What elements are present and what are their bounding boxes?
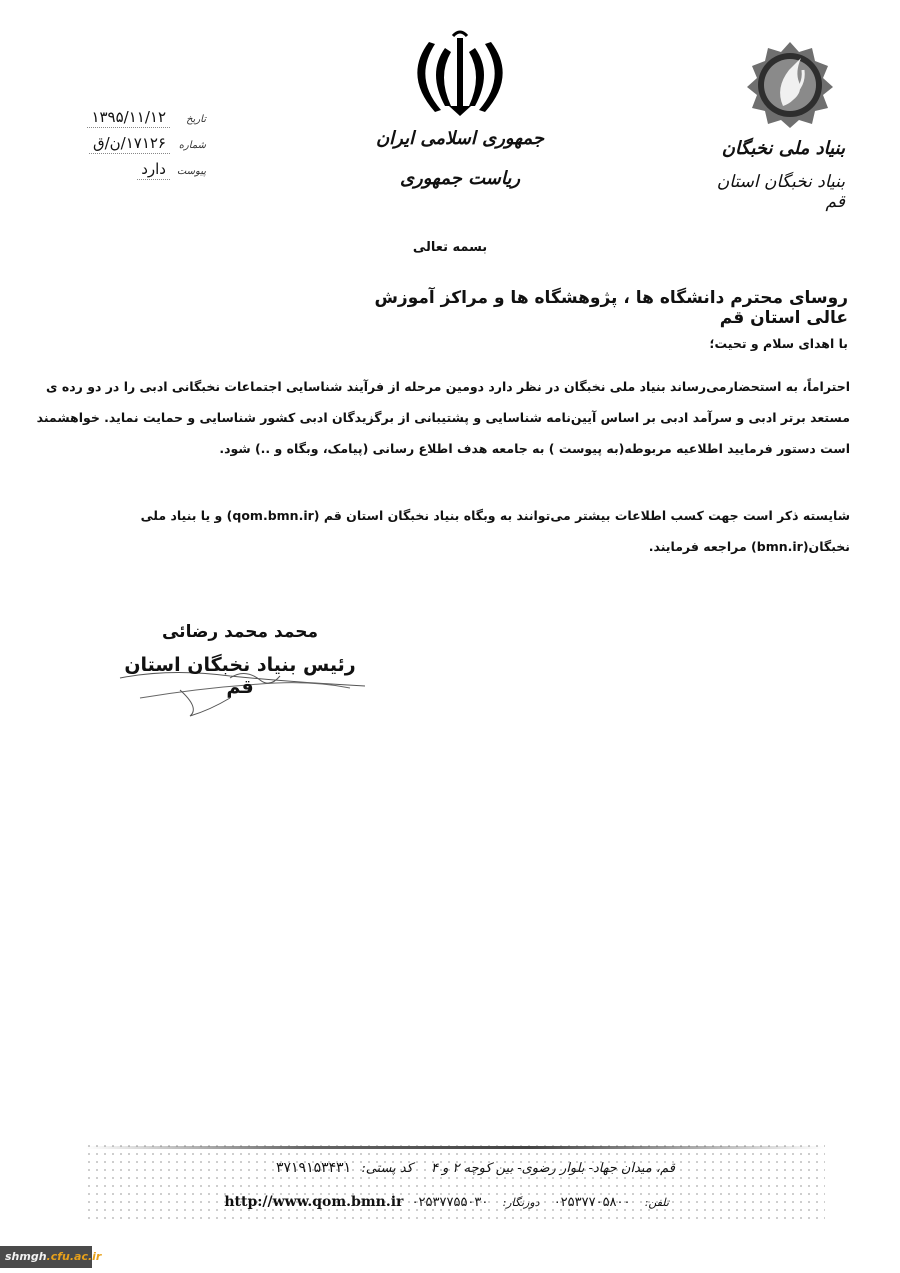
paragraph-line: احتراماً، به استحضارمی‌رساند بنیاد ملی نخبگان در نظر دارد دومین مرحله از فرآیند شناسایی اجتماعات نخبگانی ادبی را در دو رده ی — [46, 379, 850, 394]
number-value: ۱۷۱۲۶/ن/ق — [89, 134, 170, 154]
postal-label: کد پستی: — [361, 1161, 413, 1176]
postal-code: ۳۷۱۹۱۵۳۴۳۱ — [275, 1160, 352, 1176]
iran-emblem-icon — [405, 28, 515, 124]
date-row — [56, 108, 206, 134]
bmn-logo-icon — [745, 40, 835, 130]
bmn-qom-title: بنیاد نخبگان استان قم — [716, 172, 845, 212]
country-title: جمهوری اسلامی ایران — [375, 128, 545, 149]
paragraph-line: شایسته ذکر است جهت کسب اطلاعات بیشتر می‌توانند به وبگاه بنیاد نخبگان استان قم (qom.bmn.ir) و یا بنیاد ملی — [140, 508, 850, 523]
footer-contact — [216, 1194, 675, 1210]
paragraph-info — [60, 500, 850, 562]
paragraph-line: نخبگان(bmn.ir) مراجعه فرمایند. — [648, 539, 850, 554]
attachment-row — [56, 160, 206, 186]
phone-label: تلفن: — [644, 1196, 669, 1209]
watermark-part1: shmgh — [5, 1250, 47, 1263]
phone-number: ۰۲۵۳۷۷۰۵۸۰۰ — [553, 1195, 631, 1210]
source-watermark — [0, 1246, 102, 1268]
letter-meta — [56, 108, 206, 186]
signature-block — [110, 618, 380, 723]
number-label: شماره — [178, 140, 206, 151]
letterhead-footer — [85, 1142, 825, 1222]
paragraph-main — [36, 371, 850, 464]
paragraph-line: است دستور فرمایید اطلاعیه مربوطه(به پیوست ) به جامعه هدف اطلاع رسانی (پیامک، وبگاه و ..) شود. — [219, 441, 850, 456]
watermark-part2: .cfu.ac.ir — [46, 1250, 102, 1263]
attachment-value: دارد — [137, 160, 170, 180]
recipient-heading: روسای محترم دانشگاه ها ، پژوهشگاه ها و مراکز آموزش عالی استان قم — [374, 288, 848, 328]
attachment-label: پیوست — [176, 166, 206, 177]
greeting: با اهدای سلام و تحیت؛ — [709, 336, 848, 351]
bismillah: بسمه تعالی — [412, 240, 488, 255]
bmn-national-title: بنیاد ملی نخبگان — [721, 138, 845, 159]
footer-divider — [85, 1146, 825, 1149]
date-value: ۱۳۹۵/۱۱/۱۲ — [87, 108, 170, 128]
address-text: قم، میدان جهاد- بلوار رضوی- بین کوچه ۲ و ۴ — [430, 1161, 675, 1176]
number-row — [56, 134, 206, 160]
fax-number: ۰۲۵۳۷۷۵۵۰۳۰ — [411, 1195, 489, 1210]
date-label: تاریخ — [186, 114, 206, 125]
website-link[interactable]: http://www.qom.bmn.ir — [224, 1194, 404, 1210]
presidency-title: ریاست جمهوری — [399, 168, 521, 189]
footer-address — [276, 1160, 675, 1176]
paragraph-line: مستعد برتر ادبی و سرآمد ادبی بر اساس آیین‌نامه شناسایی و پشتیبانی از برگزیدگان ادبی کشور شناسایی و حمایت نماید. خواهشمند — [36, 410, 850, 425]
signatory-name: محمد محمد رضائی — [161, 622, 318, 642]
signatory-title: رئیس بنیاد نخبگان استان قم — [124, 654, 356, 698]
fax-label: دورنگار: — [502, 1196, 540, 1209]
